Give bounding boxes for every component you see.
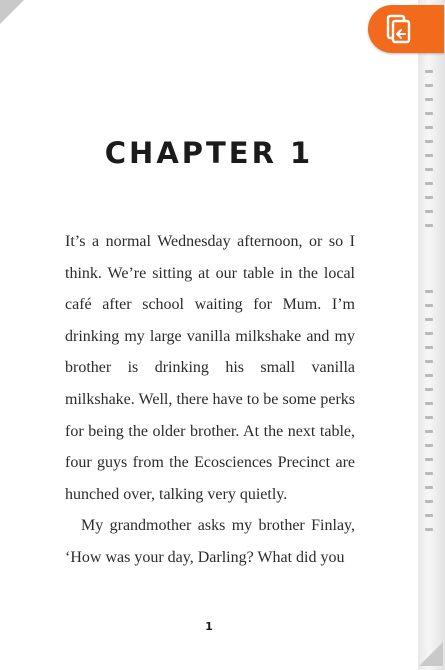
chapter-title: CHAPTER 1 <box>104 136 314 170</box>
open-reader-button[interactable] <box>368 5 444 53</box>
paragraph: It’s a normal Wednesday afternoon, or so I think. We’re sitting at our table in the local café after school waiting for Mum. I’m drinking my large vanilla milkshake and my brother is drinking his small vanilla milkshake. Well, there have to be some perks for being the older brother. At the next table, four guys from the Ecosciences Precinct are hunched over, talking very quietly. <box>65 233 355 503</box>
paragraph: My grandmother asks my brother Finlay, ‘How was your day, Darling? What did you <box>65 517 355 566</box>
page-corner-top-left <box>0 0 24 24</box>
chapter-body <box>65 226 355 574</box>
page-corner-bottom-right[interactable] <box>419 642 443 666</box>
page-number: 1 <box>205 620 213 633</box>
page-edge-ticks-lower <box>425 290 437 542</box>
page-edge-ticks-upper <box>425 70 437 238</box>
book-reader-icon <box>383 14 413 44</box>
